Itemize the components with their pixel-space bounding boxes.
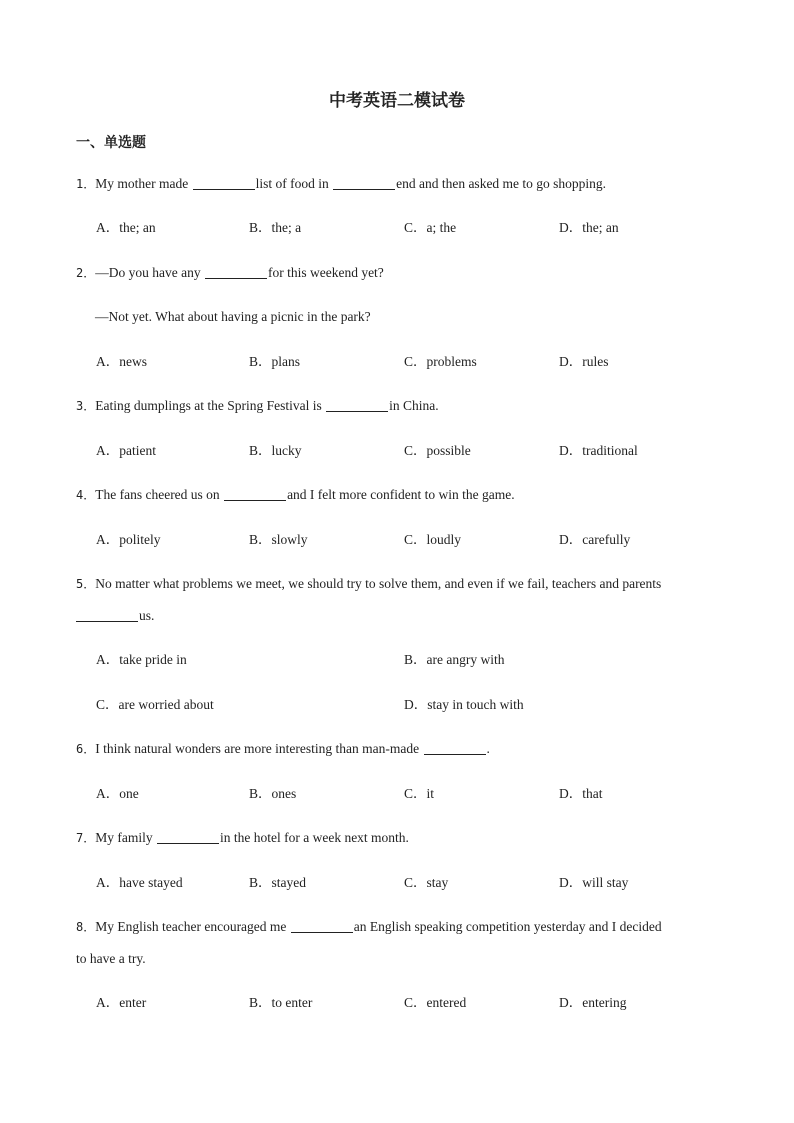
answer-blank: [333, 175, 395, 190]
option-d: D．that: [559, 786, 603, 801]
question-2-reply: —Not yet. What about having a picnic in the park?: [95, 309, 371, 324]
question-number: 8．: [76, 920, 96, 934]
option-b: B．plans: [249, 354, 301, 369]
option-a: A．take pride in: [96, 652, 187, 667]
option-a: A．news: [96, 354, 147, 369]
option-d: D．stay in touch with: [404, 697, 524, 712]
option-c: C．a; the: [404, 220, 457, 235]
question-number: 5．: [76, 577, 96, 591]
question-6: 6．I think natural wonders are more interesting than man-made .: [76, 741, 490, 756]
question-number: 2．: [76, 266, 96, 280]
option-a: A．enter: [96, 995, 147, 1010]
answer-blank: [424, 740, 486, 755]
option-b: B．lucky: [249, 443, 302, 458]
question-number: 7．: [76, 831, 96, 845]
question-2: 2．—Do you have any for this weekend yet?: [76, 265, 384, 280]
option-a: A．patient: [96, 443, 156, 458]
answer-blank: [326, 397, 388, 412]
answer-blank: [76, 607, 138, 622]
answer-blank: [157, 829, 219, 844]
question-number: 4．: [76, 488, 96, 502]
answer-blank: [224, 486, 286, 501]
option-c: C．it: [404, 786, 435, 801]
option-c: C．possible: [404, 443, 471, 458]
answer-blank: [291, 918, 353, 933]
question-5-line2: us.: [76, 606, 154, 626]
option-d: D．carefully: [559, 532, 631, 547]
option-c: C．loudly: [404, 532, 462, 547]
question-7: 7．My family in the hotel for a week next month.: [76, 830, 409, 845]
option-a: A．one: [96, 786, 139, 801]
option-c: C．are worried about: [96, 697, 214, 712]
option-a: A．the; an: [96, 220, 156, 235]
option-b: B．ones: [249, 786, 297, 801]
option-d: D．traditional: [559, 443, 638, 458]
option-a: A．politely: [96, 532, 161, 547]
question-1: 1．My mother made list of food in end and then asked me to go shopping.: [76, 176, 607, 191]
question-number: 1．: [76, 177, 96, 191]
option-d: D．rules: [559, 354, 609, 369]
question-8: 8．My English teacher encouraged me an English speaking competition yesterday and I decided: [76, 919, 662, 934]
answer-blank: [205, 264, 267, 279]
answer-blank: [193, 175, 255, 190]
option-d: D．the; an: [559, 220, 619, 235]
page-title: 中考英语二模试卷: [329, 91, 465, 111]
question-3: 3．Eating dumplings at the Spring Festival is in China.: [76, 398, 439, 413]
question-8-line2: to have a try.: [76, 951, 146, 966]
option-b: B．to enter: [249, 995, 313, 1010]
option-c: C．entered: [404, 995, 467, 1010]
option-d: D．entering: [559, 995, 627, 1010]
question-4: 4．The fans cheered us on and I felt more confident to win the game.: [76, 487, 515, 502]
section-heading: 一、单选题: [76, 135, 146, 151]
question-number: 6．: [76, 742, 96, 756]
option-b: B．are angry with: [404, 652, 505, 667]
option-c: C．stay: [404, 875, 449, 890]
option-d: D．will stay: [559, 875, 629, 890]
question-number: 3．: [76, 399, 96, 413]
option-c: C．problems: [404, 354, 477, 369]
option-b: B．the; a: [249, 220, 302, 235]
option-b: B．stayed: [249, 875, 306, 890]
option-a: A．have stayed: [96, 875, 183, 890]
question-5: 5．No matter what problems we meet, we should try to solve them, and even if we fail, teachers and parents: [76, 576, 662, 591]
option-b: B．slowly: [249, 532, 308, 547]
